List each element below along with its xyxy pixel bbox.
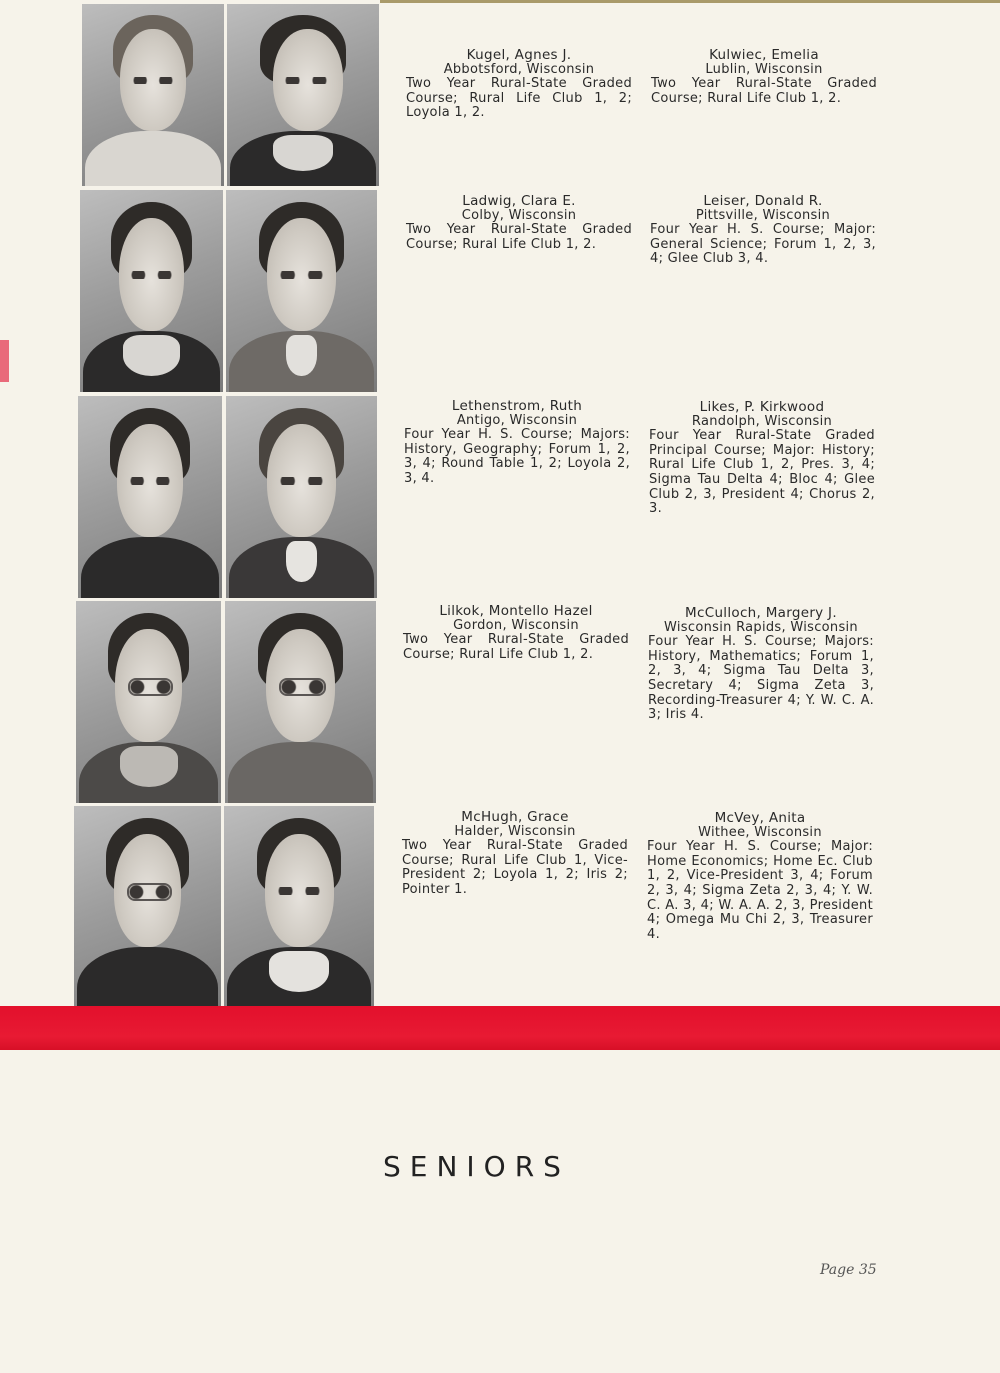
senior-name: Ladwig, Clara E. [462, 193, 576, 209]
senior-entry [650, 194, 876, 267]
senior-entry [404, 399, 630, 487]
senior-name: Kulwiec, Emelia [709, 47, 819, 63]
section-title: SENIORS [383, 1150, 570, 1183]
senior-name: McCulloch, Margery J. [685, 605, 837, 621]
senior-hometown: Randolph, Wisconsin [691, 413, 833, 429]
senior-entry [402, 810, 628, 898]
portrait-ladwig [80, 190, 223, 392]
senior-details: Two Year Rural-State Graded Course; Rural Life Club 1, 2. [403, 632, 629, 662]
portrait-mcvey [224, 806, 374, 1008]
senior-details: Four Year Rural-State Graded Principal Course; Major: History; Rural Life Club 1, 2, Pres. 3, 4; Sigma Tau Delta 4; Bloc 4; Glee Club 2, 3, President 4; Chorus 2, 3. [649, 428, 875, 517]
senior-hometown: Wisconsin Rapids, Wisconsin [664, 619, 858, 635]
senior-name: Leiser, Donald R. [703, 193, 823, 209]
senior-hometown: Colby, Wisconsin [461, 207, 577, 223]
senior-name: Kugel, Agnes J. [466, 47, 572, 63]
senior-entry [647, 811, 873, 942]
senior-entry [403, 604, 629, 662]
senior-name: McHugh, Grace [461, 809, 569, 825]
senior-name: Lethenstrom, Ruth [451, 398, 583, 414]
portrait-grid [0, 0, 380, 1010]
senior-hometown: Abbotsford, Wisconsin [443, 61, 595, 77]
page-number: Page 35 [820, 1262, 877, 1278]
senior-details: Four Year H. S. Course; Major: General Science; Forum 1, 2, 3, 4; Glee Club 3, 4. [650, 222, 876, 267]
top-edge-line [380, 0, 1000, 3]
senior-details: Two Year Rural-State Graded Course; Rural Life Club 1, 2. [406, 222, 632, 252]
senior-details: Two Year Rural-State Graded Course; Rural Life Club 1, 2; Loyola 1, 2. [406, 76, 632, 121]
senior-details: Four Year H. S. Course; Majors: History, Mathematics; Forum 1, 2, 3, 4; Sigma Tau Delta 3, Secretary 4; Sigma Zeta 3, Recording-Treasurer 4; Y. W. C. A. 3; Iris 4. [648, 634, 874, 723]
senior-entry [651, 48, 877, 106]
senior-details: Two Year Rural-State Graded Course; Rural Life Club 1, Vice-President 2; Loyola 1, 2; Iris 2; Pointer 1. [402, 838, 628, 897]
portrait-lilkok [76, 601, 221, 803]
senior-entry [406, 194, 632, 252]
red-divider-band [0, 1006, 1000, 1050]
senior-hometown: Pittsville, Wisconsin [695, 207, 831, 223]
senior-name: McVey, Anita [714, 810, 806, 826]
senior-entry [648, 606, 874, 723]
senior-name: Lilkok, Montello Hazel [439, 603, 593, 619]
senior-details: Two Year Rural-State Graded Course; Rural Life Club 1, 2. [651, 76, 877, 106]
senior-hometown: Gordon, Wisconsin [453, 617, 579, 633]
senior-details: Four Year H. S. Course; Major: Home Economics; Home Ec. Club 1, 2, Vice-President 3, 4; Forum 2, 3, 4; Sigma Zeta 2, 3, 4; Y. W. C. A. 3, 4; W. A. A. 2, 3, President 4; Omega Mu Chi 2, 3, Treasurer 4. [647, 839, 873, 942]
portrait-kulwiec [227, 4, 379, 186]
portrait-kugel [82, 4, 224, 186]
senior-entry [406, 48, 632, 121]
senior-name: Likes, P. Kirkwood [699, 399, 825, 415]
portrait-lethenstrom [78, 396, 222, 598]
senior-hometown: Lublin, Wisconsin [705, 61, 823, 77]
portrait-mchugh [74, 806, 221, 1008]
portrait-mcculloch [225, 601, 376, 803]
senior-details: Four Year H. S. Course; Majors: History, Geography; Forum 1, 2, 3, 4; Round Table 1, 2; Loyola 2, 3, 4. [404, 427, 630, 486]
senior-entry [649, 400, 875, 517]
senior-hometown: Antigo, Wisconsin [456, 412, 578, 428]
portrait-leiser [226, 190, 377, 392]
portrait-likes [226, 396, 377, 598]
senior-hometown: Withee, Wisconsin [698, 824, 822, 840]
senior-hometown: Halder, Wisconsin [454, 823, 576, 839]
